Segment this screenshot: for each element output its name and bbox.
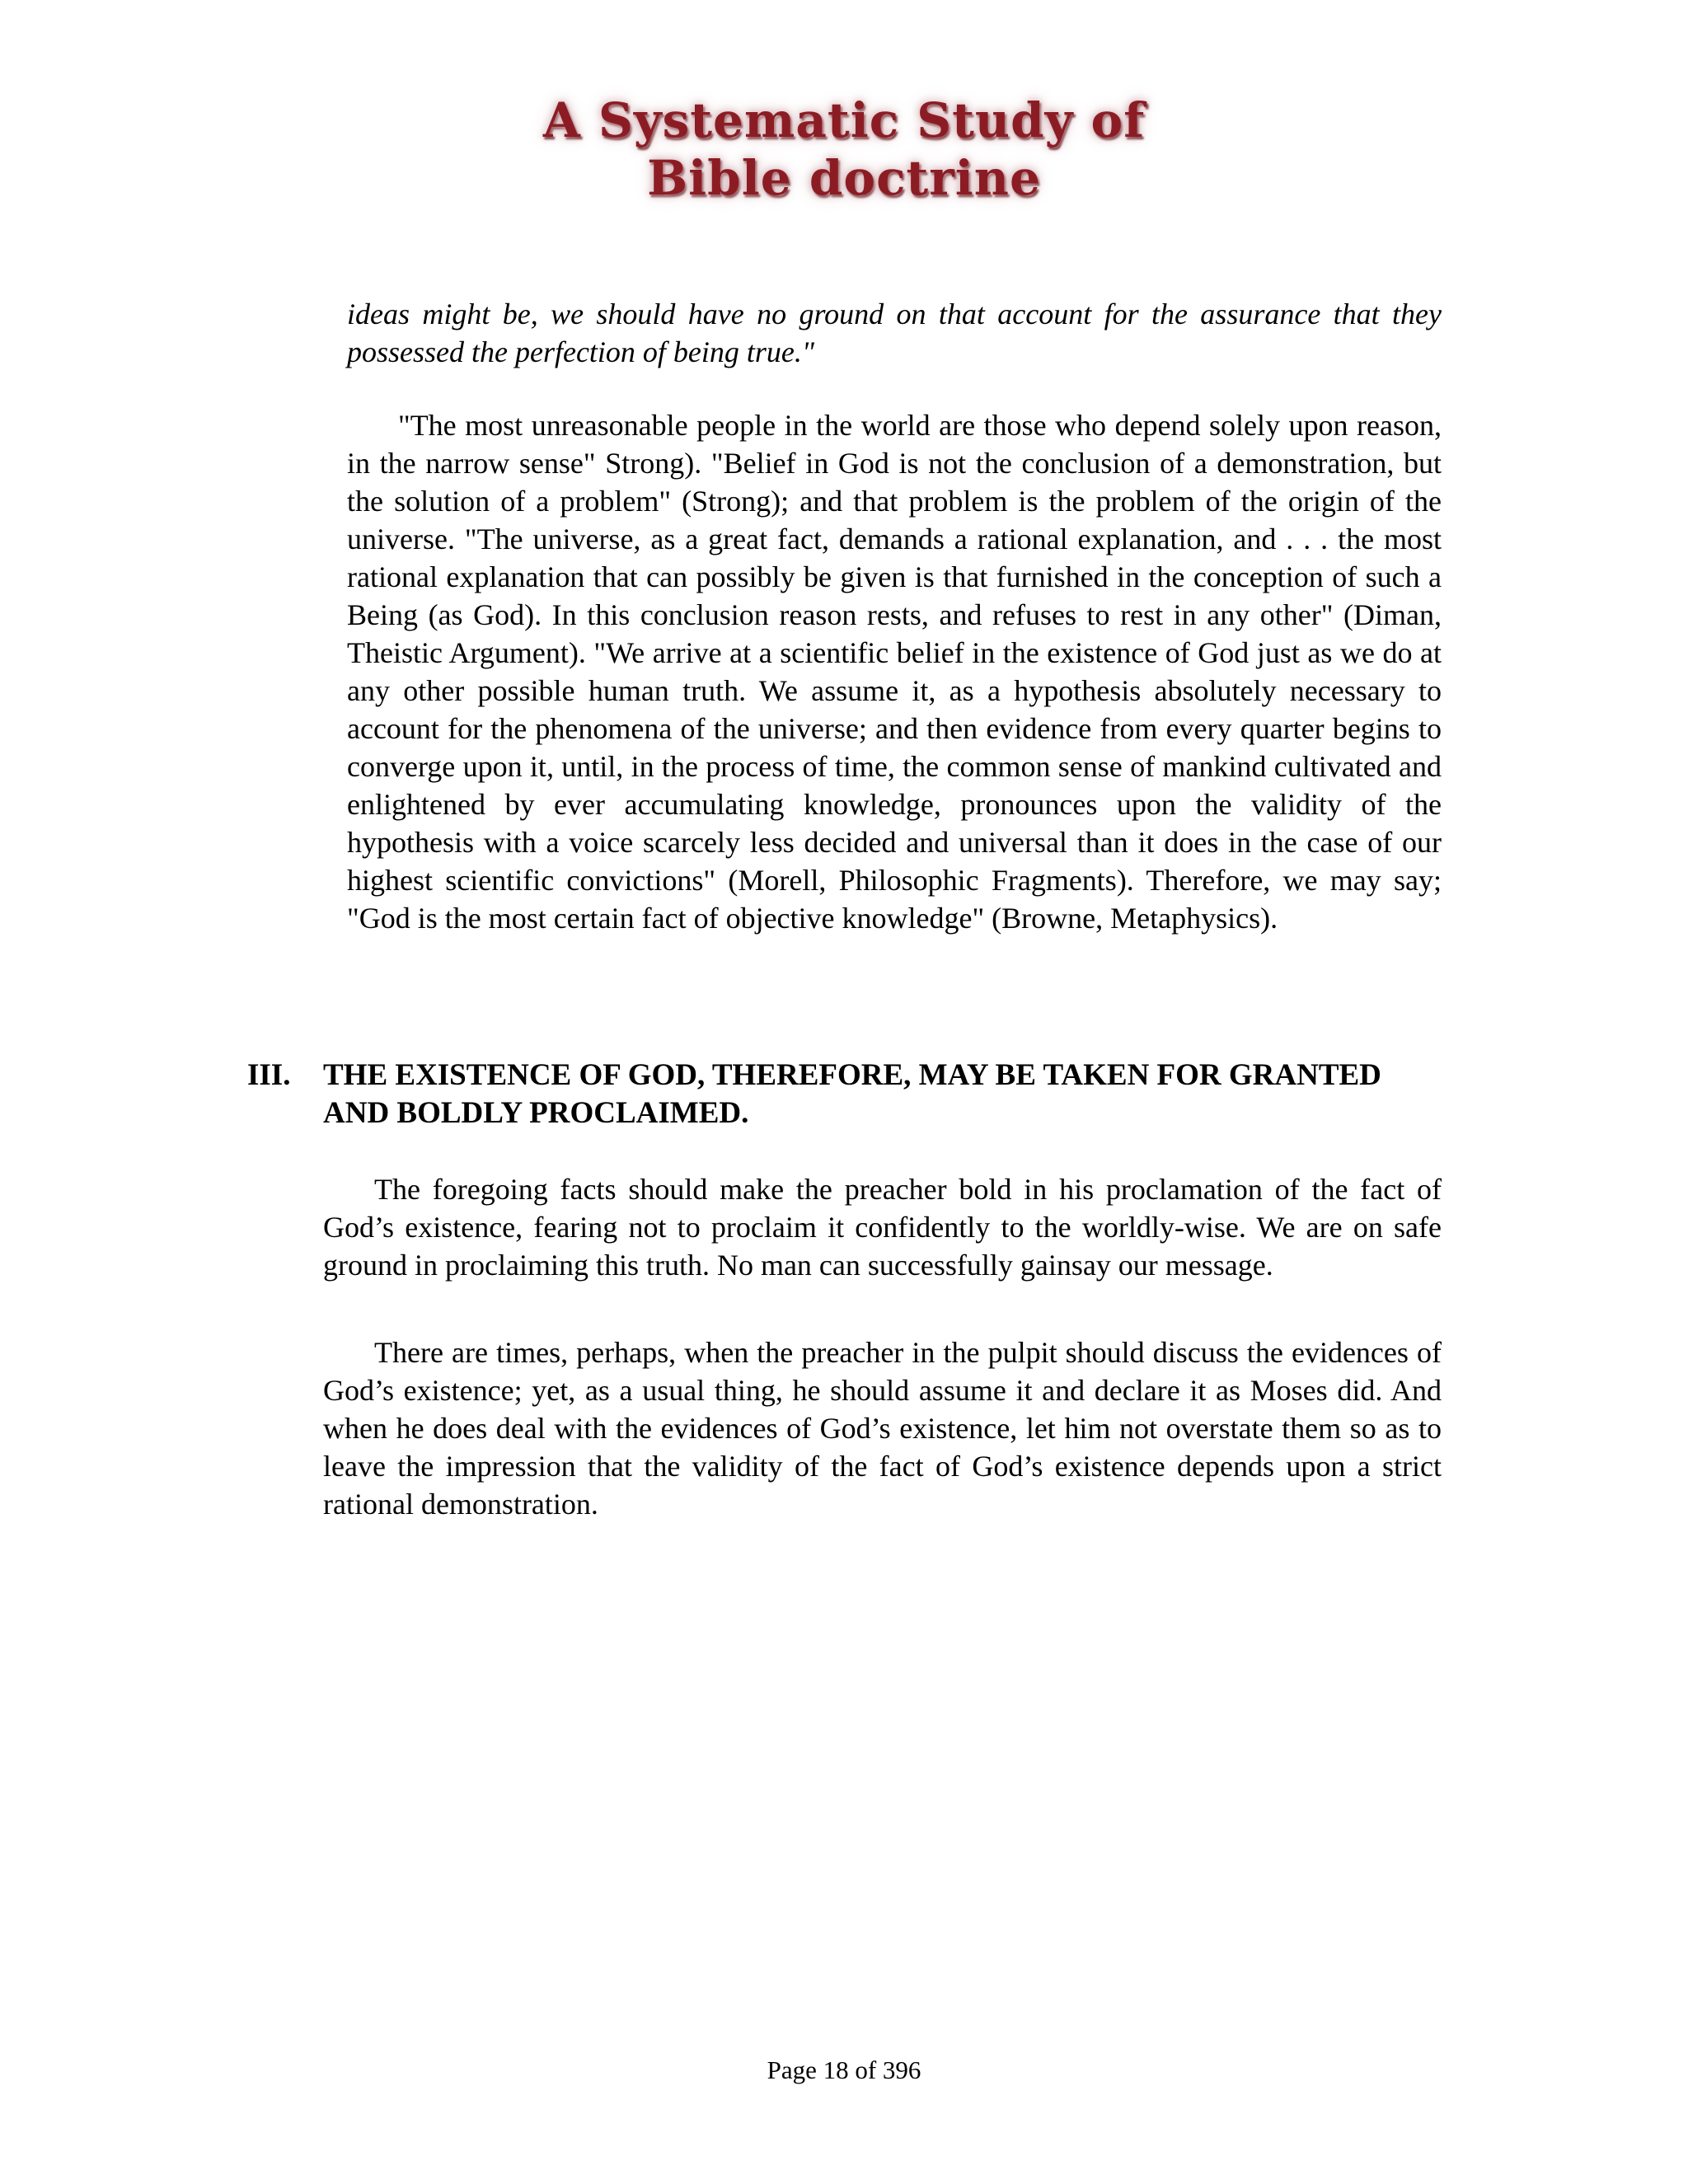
section-title: THE EXISTENCE OF GOD, THEREFORE, MAY BE TAKEN FOR GRANTED AND BOLDLY PROCLAIMED.	[323, 1058, 1381, 1130]
page-number: Page 18 of 396	[767, 2055, 921, 2084]
quoted-paragraph: "The most unreasonable people in the world are those who depend solely upon reason, in the narrow sense" Strong). "Belief in God is not the conclusion of a demonstration, but the solution of a problem" (Strong); and that problem is the problem of the origin of the universe. "The universe, as a great fact, demands a rational explanation, and . . . the most rational explanation that can possibly be given is that furnished in the conception of such a Being (as God). In this conclusion reason rests, and refuses to rest in any other" (Diman, Theistic Argument). "We arrive at a scientific belief in the existence of God just as we do at any other possible human truth. We assume it, as a hypothesis absolutely necessary to account for the phenomena of the universe; and then evidence from every quarter begins to converge upon it, until, in the process of time, the common sense of mankind cultivated and enlightened by ever accumulating knowledge, pronounces upon the validity of the hypothesis with a voice scarcely less decided and universal than it does in the case of our highest scientific convictions" (Morell, Philosophic Fragments). Therefore, we may say; "God is the most certain fact of objective knowledge" (Browne, Metaphysics).	[347, 409, 1442, 935]
body-paragraph-1: The foregoing facts should make the preacher bold in his proclamation of the fact of God’s existence, fearing not to proclaim it confidently to the worldly-wise. We are on safe ground in proclaiming this truth. No man can successfully gainsay our message.	[323, 1173, 1442, 1282]
page-banner	[0, 0, 1688, 247]
banner-title-line2: Bible doctrine	[647, 150, 1041, 206]
section-number: III.	[247, 1058, 291, 1092]
quote-continuation: ideas might be, we should have no ground on that account for the assurance that they possessed the perfection of being true."	[347, 298, 1442, 368]
body-paragraph-2: There are times, perhaps, when the preacher in the pulpit should discuss the evidences of God’s existence; yet, as a usual thing, he should assume it and declare it as Moses did. And when he does deal with the evidences of God’s existence, let him not overstate them so as to leave the impression that the validity of the fact of God’s existence depends upon a strict rational demonstration.	[323, 1336, 1442, 1521]
banner-title-line1: A Systematic Study of	[542, 92, 1146, 148]
